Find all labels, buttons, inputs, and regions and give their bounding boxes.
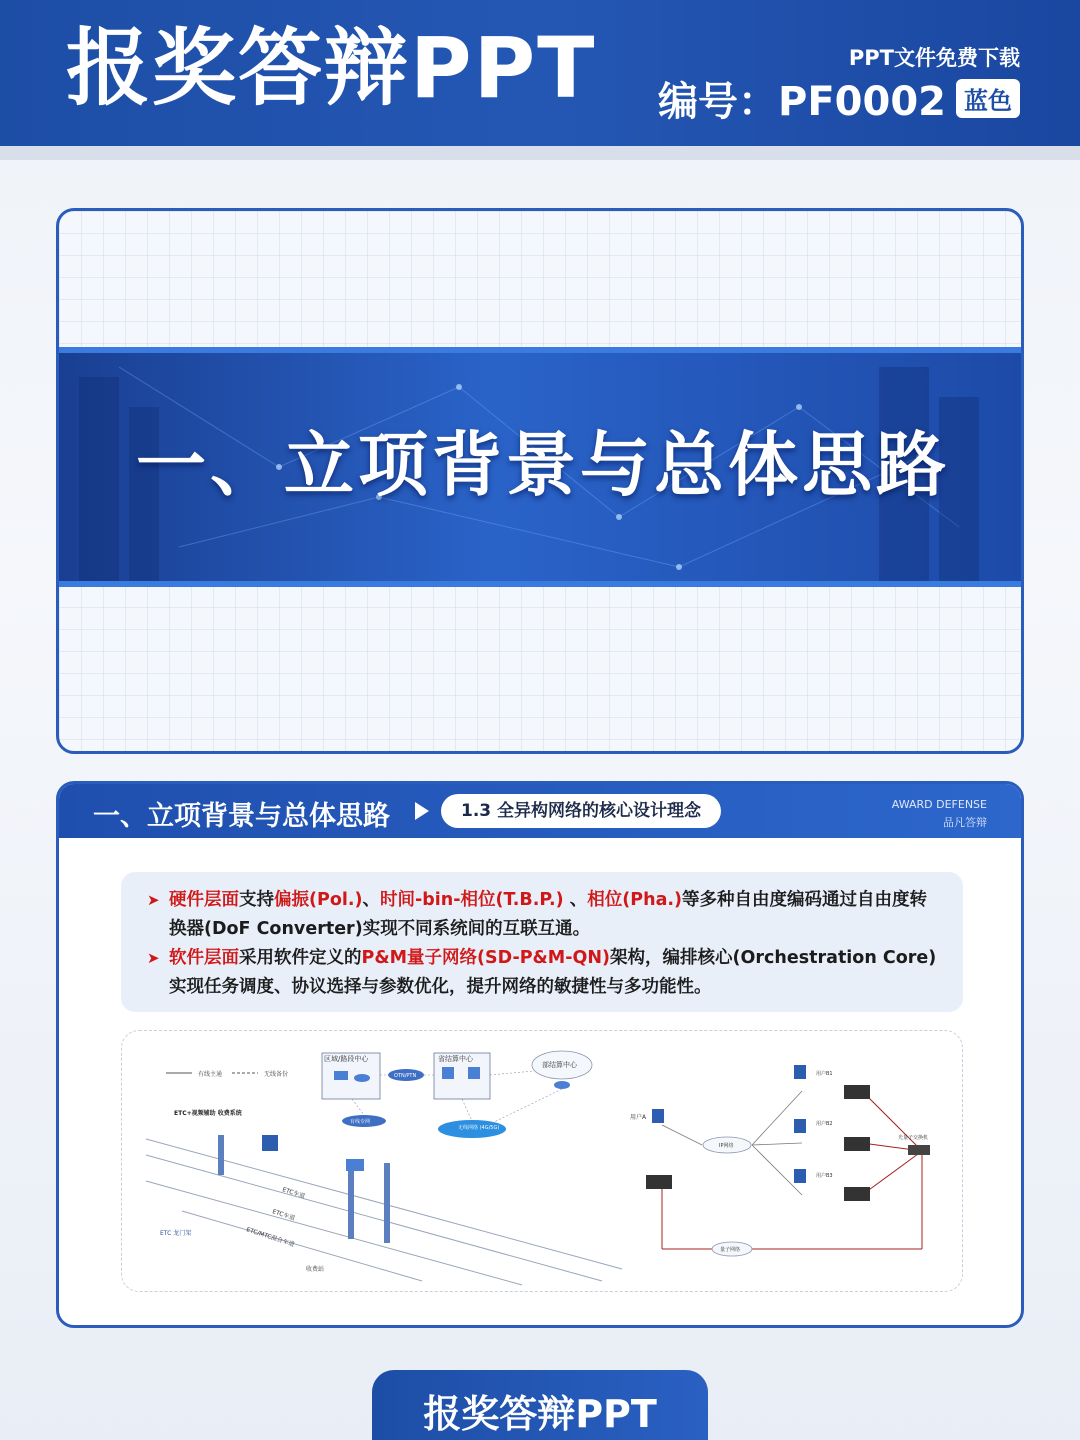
private-net-label: 有线专网 (350, 1119, 371, 1125)
top-banner (0, 0, 1080, 146)
slide-preview-cover[interactable] (56, 208, 1024, 754)
content-header-bar (59, 784, 1021, 838)
banner-subtitle: PPT文件免费下载 (848, 46, 1020, 70)
bullet-text-run: 架构，编排核心(Orchestration Core)实现任务调度、协议选择与参数优化，提升网络的敏捷性与多功能性。 (169, 948, 937, 997)
brand-name-en: AWARD DEFENSE (891, 798, 987, 811)
bullet-text-run: 采用软件定义的 (239, 948, 362, 968)
slide-preview-content[interactable] (56, 781, 1024, 1328)
footer-tab[interactable] (372, 1370, 708, 1440)
bullet-software (147, 944, 939, 1002)
otn-label: OTN/PTN (394, 1073, 417, 1079)
network-diagram (121, 1030, 963, 1292)
subsection-pill: 1.3 全异构网络的核心设计理念 (441, 794, 721, 828)
ip-network-label: IP网络 (719, 1143, 734, 1149)
bullet-panel (121, 872, 963, 1012)
user-b3-label: 用户B3 (816, 1173, 833, 1179)
color-badge: 蓝色 (956, 79, 1020, 118)
cover-title: 一、立项背景与总体思路 (136, 424, 950, 506)
cover-title-band (59, 347, 1024, 587)
legend-wired: 有线主通 (198, 1071, 223, 1078)
footer-label: 报奖答辩PPT (423, 1392, 657, 1436)
bullet-text-run: 相位(Pha.) (587, 890, 683, 910)
section-title: 一、立项背景与总体思路 (93, 801, 390, 832)
bullet-text-run: 、 (362, 890, 380, 910)
user-b2-label: 用户B2 (816, 1121, 833, 1127)
banner-code (658, 70, 1020, 127)
quantum-network-label: 量子网络 (720, 1247, 741, 1253)
region-center-label: 区域/路段中心 (324, 1055, 369, 1063)
code-label: 编号：PF0002 (658, 79, 946, 125)
brand-name-cn: 品凡答辩 (943, 816, 987, 829)
legend-wireless: 无线备份 (264, 1071, 289, 1078)
bullet-hardware (147, 886, 939, 944)
bullet-text-run: 等多种自由度编码通过自由度转换器(DoF Converter)实现不同系统间的互联互通。 (169, 890, 928, 939)
province-center-label: 省结算中心 (438, 1055, 473, 1063)
bullet-text-run: 支持 (239, 890, 274, 910)
bullet-text-run: 硬件层面 (169, 890, 239, 910)
banner-divider (0, 146, 1080, 160)
etc-lane-2-label: ETC车道 (271, 1208, 296, 1223)
etc-lane-1-label: ETC车道 (281, 1186, 306, 1201)
optical-switch-label: 光量子交换机 (898, 1135, 929, 1141)
diagram-drawing (122, 1031, 964, 1293)
wireless-net-label: 无线网络 (4G/5G) (458, 1125, 500, 1131)
bullet-text-run: 软件层面 (169, 948, 239, 968)
bullet-text-run: P&M量子网络(SD-P&M-QN) (361, 948, 611, 968)
bullet-text-run: 偏振(Pol.) (274, 890, 363, 910)
user-a-label: 用户A (630, 1114, 647, 1121)
etc-system-label: ETC+视频辅助 收费系统 (174, 1110, 242, 1117)
ministry-center-label: 部结算中心 (542, 1061, 577, 1069)
bullet-text-run: 时间-bin-相位(T.B.P.) (380, 890, 564, 910)
etc-mixed-lane-label: ETC/MTC混合车道 (245, 1226, 296, 1249)
play-arrow-icon (415, 802, 429, 820)
user-b1-label: 用户B1 (816, 1071, 833, 1077)
banner-title: 报奖答辩PPT (66, 19, 597, 117)
etc-gantry-label: ETC 龙门架 (160, 1230, 192, 1237)
toll-station-label: 收费站 (306, 1266, 325, 1273)
bullet-text-run: 、 (563, 890, 588, 910)
